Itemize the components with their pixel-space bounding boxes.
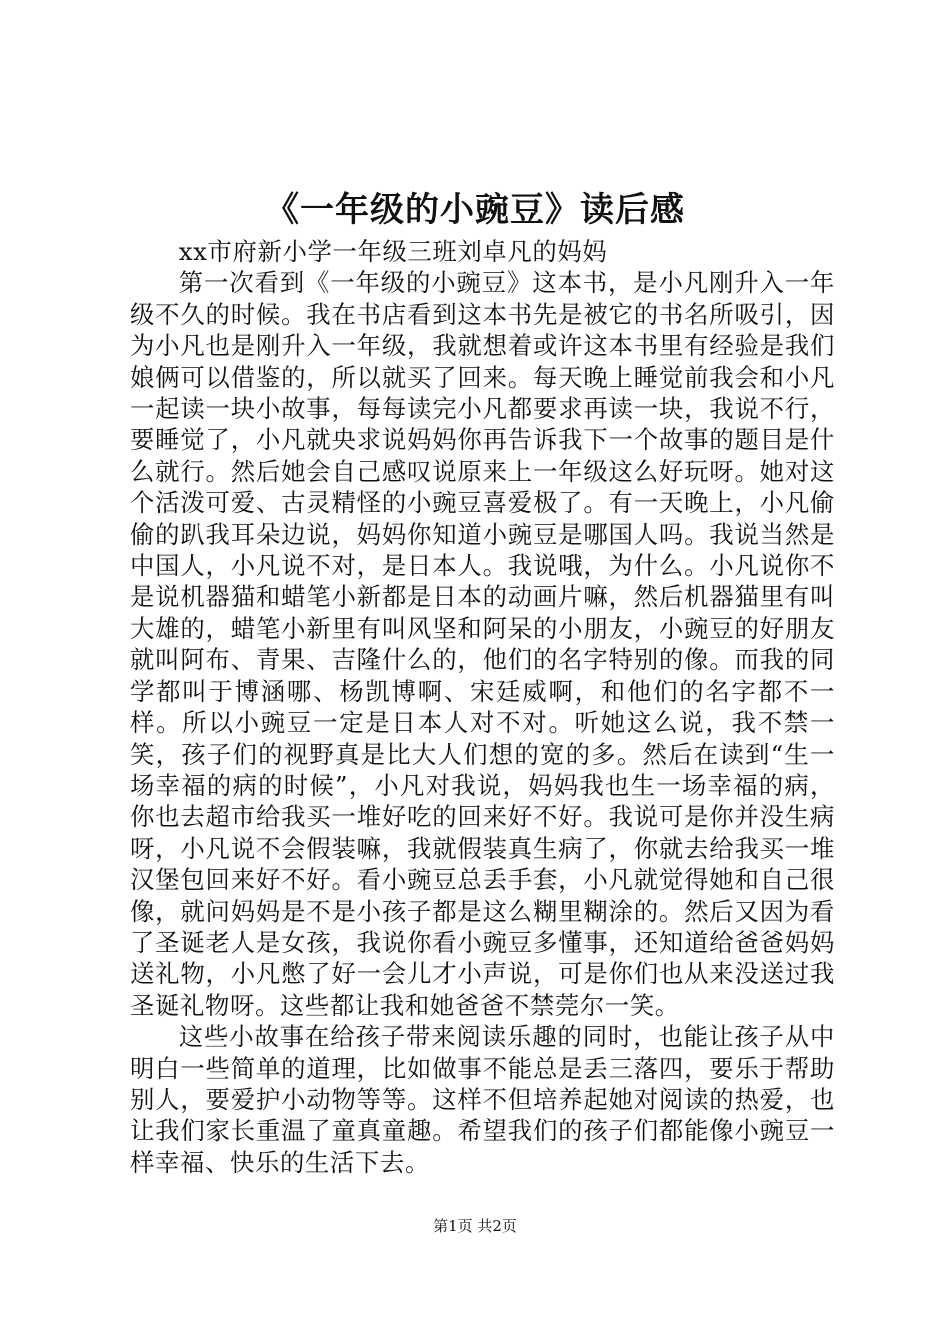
document-body xyxy=(130,236,835,1178)
body-paragraph: 这些小故事在给孩子带来阅读乐趣的同时，也能让孩子从中明白一些简单的道理，比如做事不能总是丢三落四，要乐于帮助别人，要爱护小动物等等。这样不但培养起她对阅读的热爱，也让我们家长重温了童真童趣。希望我们的孩子们都能像小豌豆一样幸福、快乐的生活下去。 xyxy=(130,1022,835,1177)
author-line: xx市府新小学一年级三班刘卓凡的妈妈 xyxy=(178,237,608,266)
document-title: 《一年级的小豌豆》读后感 xyxy=(265,190,685,230)
body-paragraph: 第一次看到《一年级的小豌豆》这本书，是小凡刚升入一年级不久的时候。我在书店看到这本书先是被它的书名所吸引，因为小凡也是刚升入一年级，我就想着或许这本书里有经验是我们娘俩可以借鉴的，所以就买了回来。每天晚上睡觉前我会和小凡一起读一块小故事，每每读完小凡都要求再读一块，我说不行，要睡觉了，小凡就央求说妈妈你再告诉我下一个故事的题目是什么就行。然后她会自己感叹说原来上一年级这么好玩呀。她对这个活泼可爱、古灵精怪的小豌豆喜爱极了。有一天晚上，小凡偷偷的趴我耳朵边说，妈妈你知道小豌豆是哪国人吗。我说当然是中国人，小凡说不对，是日本人。我说哦，为什么。小凡说你不是说机器猫和蜡笔小新都是日本的动画片嘛，然后机器猫里有叫大雄的，蜡笔小新里有叫风坚和阿呆的小朋友，小豌豆的好朋友就叫阿布、青果、吉隆什么的，他们的名字特别的像。而我的同学都叫于博涵哪、杨凯博啊、宋廷威啊，和他们的名字都不一样。所以小豌豆一定是日本人对不对。听她这么说，我不禁一笑，孩子们的视野真是比大人们想的宽的多。然后在读到“生一场幸福的病的时候”，小凡对我说，妈妈我也生一场幸福的病，你也去超市给我买一堆好吃的回来好不好。我说可是你并没生病呀，小凡说不会假装嘛，我就假装真生病了，你就去给我买一堆汉堡包回来好不好。看小豌豆总丢手套，小凡就觉得她和自己很像，就问妈妈是不是小孩子都是这么糊里糊涂的。然后又因为看了圣诞老人是女孩，我说你看小豌豆多懂事，还知道给爸爸妈妈送礼物，小凡憋了好一会儿才小声说，可是你们也从来没送过我圣诞礼物呀。这些都让我和她爸爸不禁莞尔一笑。 xyxy=(130,268,835,1020)
page-number-footer: 第1页 共2页 xyxy=(433,1217,517,1235)
